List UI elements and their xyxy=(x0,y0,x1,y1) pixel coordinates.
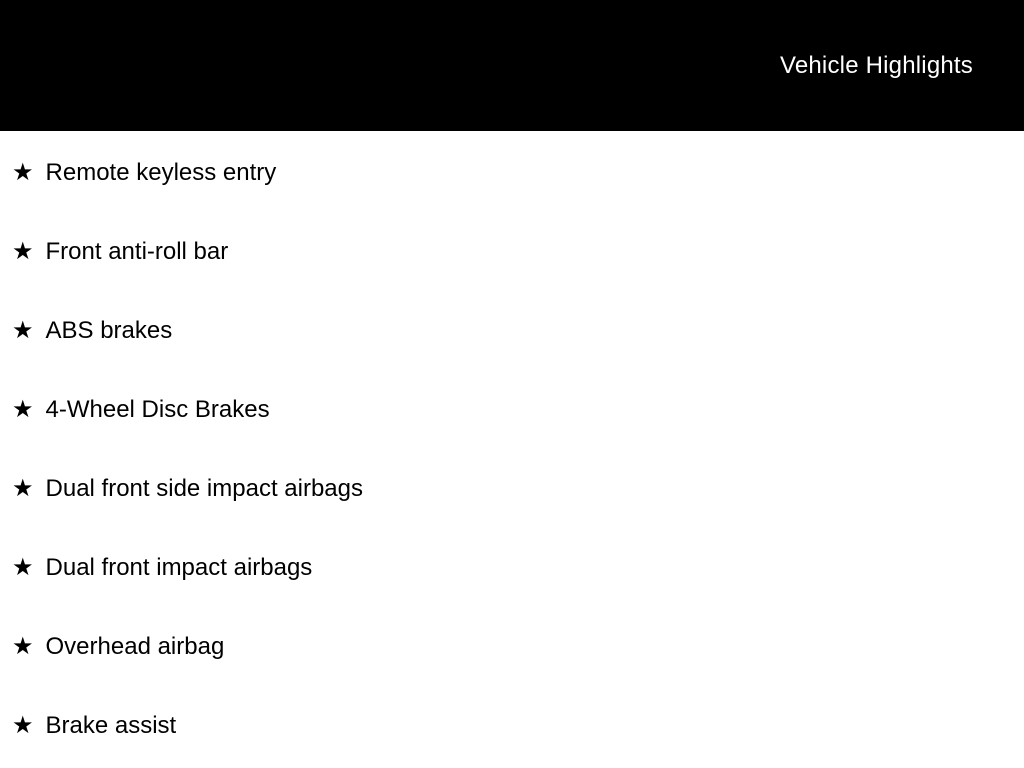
list-item xyxy=(0,291,1024,370)
star-icon: ★ xyxy=(12,316,34,344)
star-icon: ★ xyxy=(12,553,34,581)
list-item-label: ABS brakes xyxy=(45,316,173,344)
vehicle-highlights-list xyxy=(0,131,1024,765)
page-title: Vehicle Highlights xyxy=(779,51,973,79)
star-icon: ★ xyxy=(12,474,34,502)
list-item-label: 4-Wheel Disc Brakes xyxy=(45,395,270,423)
list-item xyxy=(0,607,1024,686)
list-item-label: Front anti-roll bar xyxy=(45,237,229,265)
star-icon: ★ xyxy=(12,711,34,739)
list-item xyxy=(0,449,1024,528)
star-icon: ★ xyxy=(12,237,34,265)
list-item-label: Brake assist xyxy=(45,711,177,739)
list-item xyxy=(0,686,1024,765)
list-item-label: Dual front side impact airbags xyxy=(45,474,363,502)
list-item xyxy=(0,133,1024,212)
star-icon: ★ xyxy=(12,158,34,186)
list-item xyxy=(0,212,1024,291)
list-item xyxy=(0,370,1024,449)
list-item xyxy=(0,528,1024,607)
page-header xyxy=(0,0,1024,131)
list-item-label: Remote keyless entry xyxy=(45,158,277,186)
star-icon: ★ xyxy=(12,395,34,423)
list-item-label: Overhead airbag xyxy=(45,632,225,660)
star-icon: ★ xyxy=(12,632,34,660)
list-item-label: Dual front impact airbags xyxy=(45,553,313,581)
